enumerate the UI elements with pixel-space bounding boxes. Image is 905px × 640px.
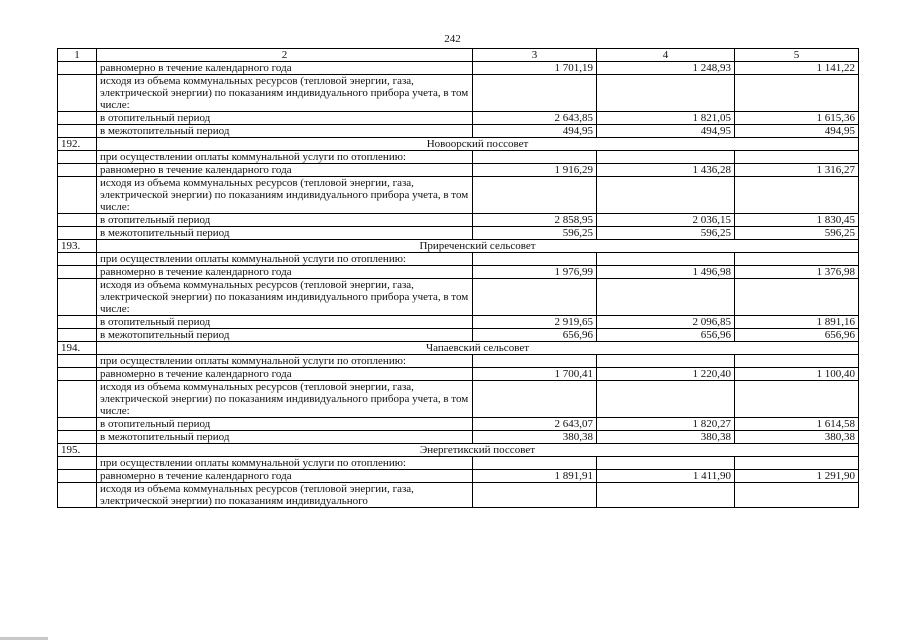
row-number — [58, 177, 97, 214]
value-col-5 — [735, 457, 859, 470]
value-col-5: 1 291,90 — [735, 470, 859, 483]
value-col-3: 1 701,19 — [473, 62, 597, 75]
row-description: при осуществлении оплаты коммунальной услуги по отоплению: — [97, 151, 473, 164]
value-col-4: 494,95 — [597, 125, 735, 138]
settlement-title: Энергетикский поссовет — [97, 444, 859, 457]
row-description: равномерно в течение календарного года — [97, 62, 473, 75]
value-col-3 — [473, 483, 597, 508]
row-number — [58, 125, 97, 138]
row-description: в межотопительный период — [97, 329, 473, 342]
value-col-4 — [597, 177, 735, 214]
row-description: в межотопительный период — [97, 125, 473, 138]
value-col-5: 656,96 — [735, 329, 859, 342]
value-col-3: 494,95 — [473, 125, 597, 138]
row-description: в отопительный период — [97, 418, 473, 431]
table-row — [58, 125, 859, 138]
value-col-4: 1 820,27 — [597, 418, 735, 431]
row-number — [58, 266, 97, 279]
row-number — [58, 62, 97, 75]
row-number — [58, 279, 97, 316]
row-number — [58, 227, 97, 240]
value-col-3 — [473, 253, 597, 266]
header-col-1: 1 — [58, 49, 97, 62]
row-description: равномерно в течение календарного года — [97, 164, 473, 177]
table-row — [58, 227, 859, 240]
table-row — [58, 470, 859, 483]
value-col-3: 596,25 — [473, 227, 597, 240]
value-col-3 — [473, 75, 597, 112]
row-description: при осуществлении оплаты коммунальной услуги по отоплению: — [97, 457, 473, 470]
table-row — [58, 329, 859, 342]
value-col-3: 1 700,41 — [473, 368, 597, 381]
value-col-3: 2 919,65 — [473, 316, 597, 329]
settlement-title: Новоорский поссовет — [97, 138, 859, 151]
value-col-5: 1 316,27 — [735, 164, 859, 177]
page-number: 242 — [444, 33, 461, 45]
row-description: исходя из объема коммунальных ресурсов (тепловой энергии, газа, электрической энергии) по показаниям индивидуального прибора учета, в том числе: — [97, 75, 473, 112]
table-row — [58, 177, 859, 214]
table-row — [58, 483, 859, 508]
row-description: в межотопительный период — [97, 431, 473, 444]
section-row — [58, 240, 859, 253]
row-description: равномерно в течение календарного года — [97, 470, 473, 483]
row-description: при осуществлении оплаты коммунальной услуги по отоплению: — [97, 355, 473, 368]
value-col-5 — [735, 279, 859, 316]
header-col-3: 3 — [473, 49, 597, 62]
table-row — [58, 151, 859, 164]
value-col-5: 380,38 — [735, 431, 859, 444]
table-row — [58, 355, 859, 368]
value-col-4 — [597, 75, 735, 112]
value-col-3: 1 976,99 — [473, 266, 597, 279]
value-col-3 — [473, 457, 597, 470]
value-col-5: 494,95 — [735, 125, 859, 138]
header-col-2: 2 — [97, 49, 473, 62]
row-number: 195. — [58, 444, 97, 457]
value-col-3: 2 643,85 — [473, 112, 597, 125]
value-col-4: 1 411,90 — [597, 470, 735, 483]
row-description: исходя из объема коммунальных ресурсов (тепловой энергии, газа, электрической энергии) по показаниям индивидуального — [97, 483, 473, 508]
table-row — [58, 75, 859, 112]
value-col-4: 1 220,40 — [597, 368, 735, 381]
value-col-5: 1 614,58 — [735, 418, 859, 431]
table-row — [58, 214, 859, 227]
value-col-3 — [473, 279, 597, 316]
row-description: в отопительный период — [97, 316, 473, 329]
row-number — [58, 214, 97, 227]
value-col-4: 656,96 — [597, 329, 735, 342]
row-description: исходя из объема коммунальных ресурсов (тепловой энергии, газа, электрической энергии) по показаниям индивидуального прибора учета, в том числе: — [97, 279, 473, 316]
value-col-4 — [597, 457, 735, 470]
row-number — [58, 329, 97, 342]
row-number — [58, 151, 97, 164]
table-row — [58, 112, 859, 125]
row-number: 192. — [58, 138, 97, 151]
value-col-5 — [735, 381, 859, 418]
value-col-4: 1 436,28 — [597, 164, 735, 177]
value-col-4: 1 248,93 — [597, 62, 735, 75]
table-row — [58, 266, 859, 279]
row-number — [58, 253, 97, 266]
table-header-row — [58, 49, 859, 62]
value-col-5 — [735, 177, 859, 214]
row-number: 193. — [58, 240, 97, 253]
table-row — [58, 164, 859, 177]
value-col-4 — [597, 483, 735, 508]
row-number — [58, 316, 97, 329]
value-col-3: 2 858,95 — [473, 214, 597, 227]
section-row — [58, 342, 859, 355]
value-col-4: 596,25 — [597, 227, 735, 240]
row-number: 194. — [58, 342, 97, 355]
value-col-5: 1 100,40 — [735, 368, 859, 381]
value-col-3: 2 643,07 — [473, 418, 597, 431]
value-col-3 — [473, 151, 597, 164]
row-number — [58, 418, 97, 431]
row-description: в отопительный период — [97, 214, 473, 227]
settlement-title: Приреченский сельсовет — [97, 240, 859, 253]
value-col-5 — [735, 151, 859, 164]
tariff-table-body — [58, 49, 859, 508]
value-col-3 — [473, 381, 597, 418]
value-col-3: 1 916,29 — [473, 164, 597, 177]
value-col-5 — [735, 75, 859, 112]
table-row — [58, 457, 859, 470]
value-col-3: 1 891,91 — [473, 470, 597, 483]
table-row — [58, 316, 859, 329]
row-description: равномерно в течение календарного года — [97, 266, 473, 279]
table-row — [58, 253, 859, 266]
value-col-4 — [597, 355, 735, 368]
value-col-5: 1 891,16 — [735, 316, 859, 329]
header-col-4: 4 — [597, 49, 735, 62]
row-description: исходя из объема коммунальных ресурсов (тепловой энергии, газа, электрической энергии) по показаниям индивидуального прибора учета, в том числе: — [97, 177, 473, 214]
row-number — [58, 470, 97, 483]
row-number — [58, 75, 97, 112]
row-description: исходя из объема коммунальных ресурсов (тепловой энергии, газа, электрической энергии) по показаниям индивидуального прибора учета, в том числе: — [97, 381, 473, 418]
table-row — [58, 368, 859, 381]
section-row — [58, 444, 859, 457]
value-col-5: 596,25 — [735, 227, 859, 240]
row-description: в отопительный период — [97, 112, 473, 125]
value-col-5 — [735, 355, 859, 368]
table-row — [58, 279, 859, 316]
value-col-4 — [597, 151, 735, 164]
tariff-table — [57, 48, 859, 508]
row-number — [58, 112, 97, 125]
row-description: в межотопительный период — [97, 227, 473, 240]
value-col-4: 380,38 — [597, 431, 735, 444]
value-col-5: 1 830,45 — [735, 214, 859, 227]
value-col-4: 2 036,15 — [597, 214, 735, 227]
value-col-4 — [597, 381, 735, 418]
table-row — [58, 62, 859, 75]
row-number — [58, 355, 97, 368]
row-number — [58, 164, 97, 177]
row-description: равномерно в течение календарного года — [97, 368, 473, 381]
value-col-5: 1 615,36 — [735, 112, 859, 125]
row-description: при осуществлении оплаты коммунальной услуги по отоплению: — [97, 253, 473, 266]
value-col-5: 1 141,22 — [735, 62, 859, 75]
value-col-4 — [597, 253, 735, 266]
value-col-4 — [597, 279, 735, 316]
row-number — [58, 483, 97, 508]
value-col-3: 656,96 — [473, 329, 597, 342]
table-row — [58, 418, 859, 431]
row-number — [58, 368, 97, 381]
value-col-3: 380,38 — [473, 431, 597, 444]
value-col-5 — [735, 253, 859, 266]
value-col-5: 1 376,98 — [735, 266, 859, 279]
settlement-title: Чапаевский сельсовет — [97, 342, 859, 355]
table-row — [58, 381, 859, 418]
header-col-5: 5 — [735, 49, 859, 62]
value-col-4: 1 821,05 — [597, 112, 735, 125]
value-col-3 — [473, 355, 597, 368]
row-number — [58, 457, 97, 470]
row-number — [58, 381, 97, 418]
value-col-4: 2 096,85 — [597, 316, 735, 329]
section-row — [58, 138, 859, 151]
table-row — [58, 431, 859, 444]
row-number — [58, 431, 97, 444]
value-col-4: 1 496,98 — [597, 266, 735, 279]
value-col-5 — [735, 483, 859, 508]
value-col-3 — [473, 177, 597, 214]
